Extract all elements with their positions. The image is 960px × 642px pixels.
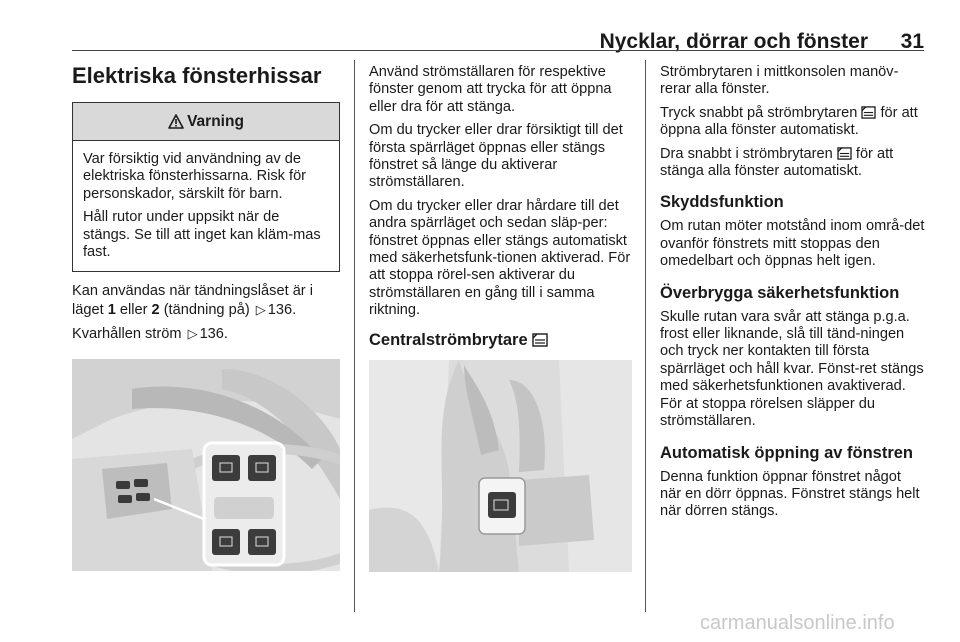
middle-column	[369, 64, 633, 572]
auto-open-paragraph: Denna funktion öppnar fönstret något när en dörr öppnas. Fönstret stängs helt när dörren stängs.	[660, 468, 920, 520]
window-switch-icon	[861, 106, 876, 119]
right-column	[660, 64, 926, 527]
window-switch-icon	[532, 333, 548, 347]
page-number: 31	[900, 30, 924, 53]
auto-open-heading: Automatisk öppning av fönstren	[660, 443, 914, 462]
page-ref-arrow-icon[interactable]: ▷	[255, 301, 266, 317]
retained-power-paragraph: Kvarhållen ström ▷ 136.	[72, 326, 228, 343]
warning-box	[72, 102, 340, 272]
section-title: Elektriska fönsterhissar	[72, 63, 322, 88]
first-detent-paragraph: Om du trycker eller drar försiktigt till det första spärrläget öppnas eller stängs fönstret så länge du aktiverar strömställaren.	[369, 122, 623, 191]
door-window-switch-illustration	[72, 359, 340, 571]
open-all-paragraph: Tryck snabbt på strömbrytaren för att öppna alla fönster automatiskt.	[660, 104, 918, 139]
protection-paragraph: Om rutan möter motstånd inom områ-det ovanför fönstrets mitt stoppas den omedelbart och öppnas helt igen.	[660, 218, 925, 270]
warning-header	[73, 103, 339, 141]
second-detent-paragraph: Om du trycker eller drar hårdare till det andra spärrläget och sedan släp-per: fönstret öppnas eller stängs automatiskt med säkerhetsfunk-tionen aktiverad. För att stoppa rörel-sen aktiverar du strömställaren en gång till i samma riktning.	[369, 197, 631, 319]
warning-text-1: Var försiktig vid användning av de elektriska fönsterhissarna. Risk för personskador, särskilt för barn.	[83, 151, 307, 202]
override-paragraph: Skulle rutan vara svår att stänga p.g.a. frost eller liknande, slå till tänd-ningen och tryck ner kontakten till första spärrläget och håll kvar. Fönst-ret stängs med säkerhetsfunktionen avaktiverad. För at stoppa rörelsen släpper du strömställaren.	[660, 308, 924, 430]
column-divider-1	[354, 60, 355, 612]
central-switch-paragraph: Strömbrytaren i mittkonsolen manöv-rerar alla fönster.	[660, 64, 899, 98]
warning-label: Varning	[187, 112, 244, 130]
header-rule	[72, 50, 924, 51]
column-divider-2	[645, 60, 646, 612]
central-switch-heading: Centralströmbrytare	[369, 330, 633, 350]
running-header-title: Nycklar, dörrar och fönster	[599, 30, 868, 53]
switch-usage-paragraph: Använd strömställaren för respektive fönster genom att trycka för att öppna eller dra för att stänga.	[369, 64, 612, 115]
override-heading: Överbrygga säkerhetsfunktion	[660, 283, 900, 302]
close-all-paragraph: Dra snabbt i strömbrytaren för att stänga alla fönster automatiskt.	[660, 145, 894, 180]
watermark: carmanualsonline.info	[700, 612, 895, 634]
left-column	[72, 60, 340, 571]
page-ref[interactable]: 136.	[199, 326, 228, 343]
center-console-switch-illustration	[369, 360, 632, 572]
page-ref[interactable]: 136.	[267, 301, 297, 318]
page-ref-arrow-icon[interactable]: ▷	[187, 326, 198, 342]
window-switch-icon	[837, 147, 852, 160]
warning-triangle-icon	[168, 114, 184, 129]
warning-text-2: Håll rutor under uppsikt när de stängs. Se till att inget kan kläm-mas fast.	[83, 209, 321, 261]
protection-heading: Skyddsfunktion	[660, 193, 784, 212]
ignition-paragraph: Kan användas när tändningslåset är i läget 1 eller 2 (tändning på) ▷ 136.	[72, 283, 313, 318]
